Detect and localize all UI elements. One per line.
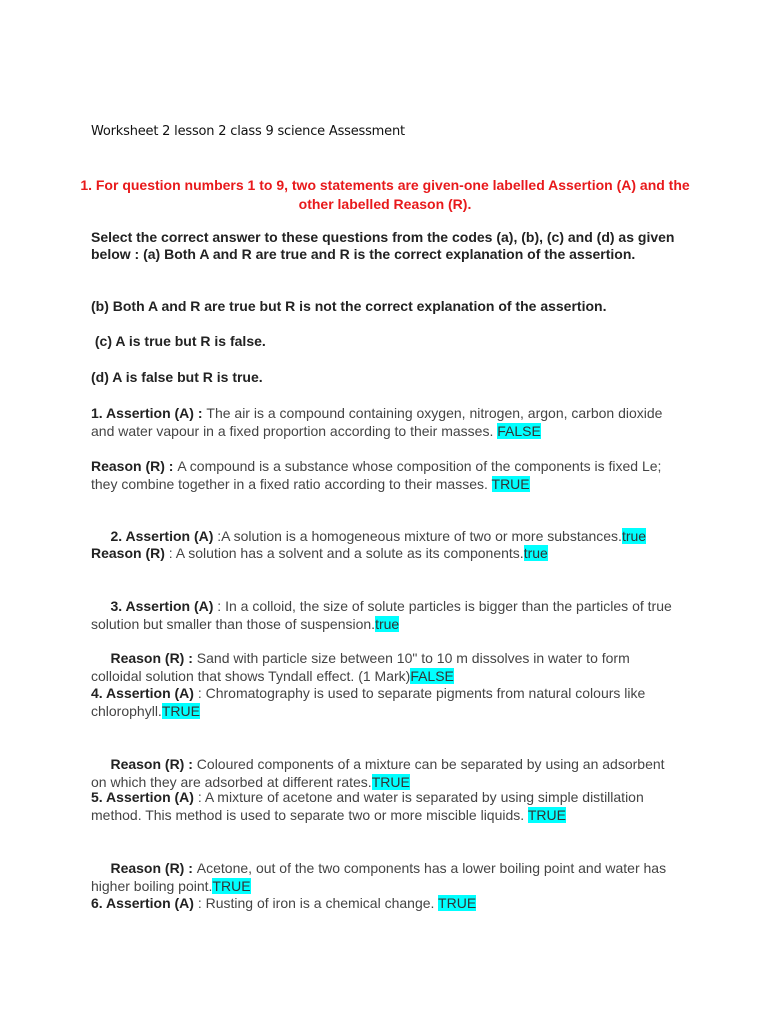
item-label: 3. Assertion (A) <box>106 598 218 614</box>
answer-highlight: true <box>621 528 647 544</box>
answer-highlight: TRUE <box>527 807 566 823</box>
question-4-assertion <box>91 684 681 720</box>
item-label: 4. Assertion (A) <box>91 685 198 701</box>
code-d: (d) A is false but R is true. <box>91 369 263 385</box>
item-text: : A solution has a solvent and a solute as its components. <box>168 545 524 561</box>
item-text: :A solution is a homogeneous mixture of two or more substances. <box>217 528 622 544</box>
answer-highlight: TRUE <box>161 703 200 719</box>
question-1-assertion <box>91 404 681 440</box>
worksheet-title: Worksheet 2 lesson 2 class 9 science Assessment <box>91 124 405 139</box>
answer-highlight: TRUE <box>438 895 477 911</box>
item-label: Reason (R) : <box>106 860 197 876</box>
item-text: : In a colloid, the size of solute particles is bigger than the particles of true solution but smaller than those of suspension. <box>91 598 676 632</box>
item-label: Reason (R) <box>91 545 169 561</box>
item-label: 2. Assertion (A) <box>106 528 218 544</box>
codes-intro: Select the correct answer to these questions from the codes (a), (b), (c) and (d) as given below : (a) Both A and R are true and R is the correct explanation of the assertion. <box>91 229 675 262</box>
item-label: Reason (R) : <box>106 756 197 772</box>
item-text: : A mixture of acetone and water is separated by using simple distillation method. This method is used to separate two or more miscible liquids. <box>91 789 644 823</box>
item-label: 5. Assertion (A) <box>91 789 198 805</box>
item-text: : Chromatography is used to separate pigments from natural colours like chlorophyll. <box>91 685 646 719</box>
instruction-heading: 1. For question numbers 1 to 9, two statements are given-one labelled Assertion (A) and the other labelled Reason (R). <box>80 177 690 212</box>
code-b: (b) Both A and R are true but R is not the correct explanation of the assertion. <box>91 298 607 314</box>
answer-highlight: FALSE <box>410 668 454 684</box>
item-text: The air is a compound containing oxygen, nitrogen, argon, carbon dioxide and water vapour in a fixed proportion according to their masses. <box>91 405 663 439</box>
item-text: Sand with particle size between 10" to 10 m dissolves in water to form colloidal solution that shows Tyndall effect. (1 Mark) <box>91 650 634 684</box>
item-text: : Rusting of iron is a chemical change. <box>197 895 439 911</box>
question-6-assertion <box>91 894 681 912</box>
item-label: 6. Assertion (A) <box>91 895 198 911</box>
question-2-reason <box>91 544 681 562</box>
question-5-assertion <box>91 788 681 824</box>
answer-highlight: FALSE <box>497 423 541 439</box>
item-text: A compound is a substance whose composition of the components is fixed Le; they combine together in a fixed ratio according to their masses. <box>91 458 662 492</box>
answer-highlight: TRUE <box>491 476 530 492</box>
item-label: 1. Assertion (A) : <box>91 405 207 421</box>
item-label: Reason (R) : <box>91 458 178 474</box>
question-1-reason <box>91 457 681 493</box>
item-label: Reason (R) : <box>106 650 197 666</box>
answer-highlight: TRUE <box>212 878 251 894</box>
code-c: (c) A is true but R is false. <box>91 333 266 349</box>
item-text: Coloured components of a mixture can be separated by using an adsorbent on which they are adsorbed at different rates. <box>91 756 669 790</box>
answer-highlight: true <box>523 545 548 561</box>
answer-highlight: true <box>375 616 400 632</box>
answer-highlight: TRUE <box>371 774 410 790</box>
item-text: Acetone, out of the two components has a lower boiling point and water has higher boiling point. <box>91 860 670 894</box>
